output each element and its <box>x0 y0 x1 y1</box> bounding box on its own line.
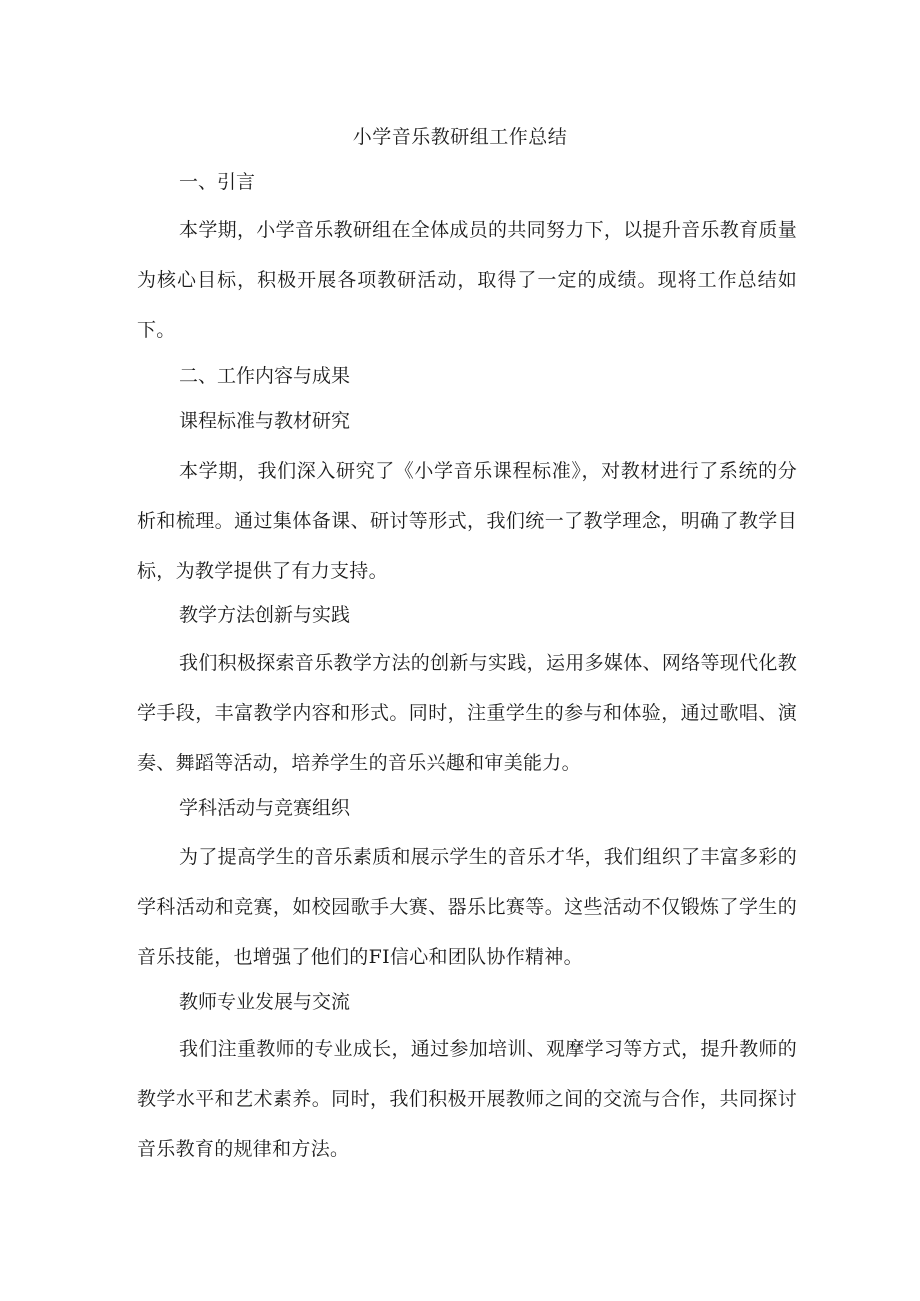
paragraph-subject-activities: 为了提高学生的音乐素质和展示学生的音乐才华，我们组织了丰富多彩的学科活动和竞赛，如校园歌手大赛、器乐比赛等。这些活动不仅锻炼了学生的音乐技能，也增强了他们的FI信心和团队协作精神。 <box>137 846 797 968</box>
section-heading-work-content: 二、工作内容与成果 <box>179 365 351 387</box>
subheading-subject-activities: 学科活动与竞赛组织 <box>179 797 351 819</box>
subheading-curriculum-research: 课程标准与教材研究 <box>179 410 351 432</box>
paragraph-teaching-methods: 我们积极探索音乐教学方法的创新与实践，运用多媒体、网络等现代化教学手段，丰富教学内容和形式。同时，注重学生的参与和体验，通过歌唱、演奏、舞蹈等活动，培养学生的音乐兴趣和审美能力。 <box>137 652 797 774</box>
subheading-teacher-development: 教师专业发展与交流 <box>179 991 351 1013</box>
paragraph-intro: 本学期，小学音乐教研组在全体成员的共同努力下，以提升音乐教育质量为核心目标，积极开展各项教研活动，取得了一定的成绩。现将工作总结如下。 <box>137 219 797 341</box>
paragraph-curriculum-research: 本学期，我们深入研究了《小学音乐课程标准》，对教材进行了系统的分析和梳理。通过集体备课、研讨等形式，我们统一了教学理念，明确了教学目标，为教学提供了有力支持。 <box>137 460 797 582</box>
document-title: 小学音乐教研组工作总结 <box>352 126 568 148</box>
section-heading-intro: 一、引言 <box>179 171 256 193</box>
paragraph-teacher-development: 我们注重教师的专业成长，通过参加培训、观摩学习等方式，提升教师的教学水平和艺术素养。同时，我们积极开展教师之间的交流与合作，共同探讨音乐教育的规律和方法。 <box>137 1038 797 1160</box>
subheading-teaching-methods: 教学方法创新与实践 <box>179 604 351 626</box>
